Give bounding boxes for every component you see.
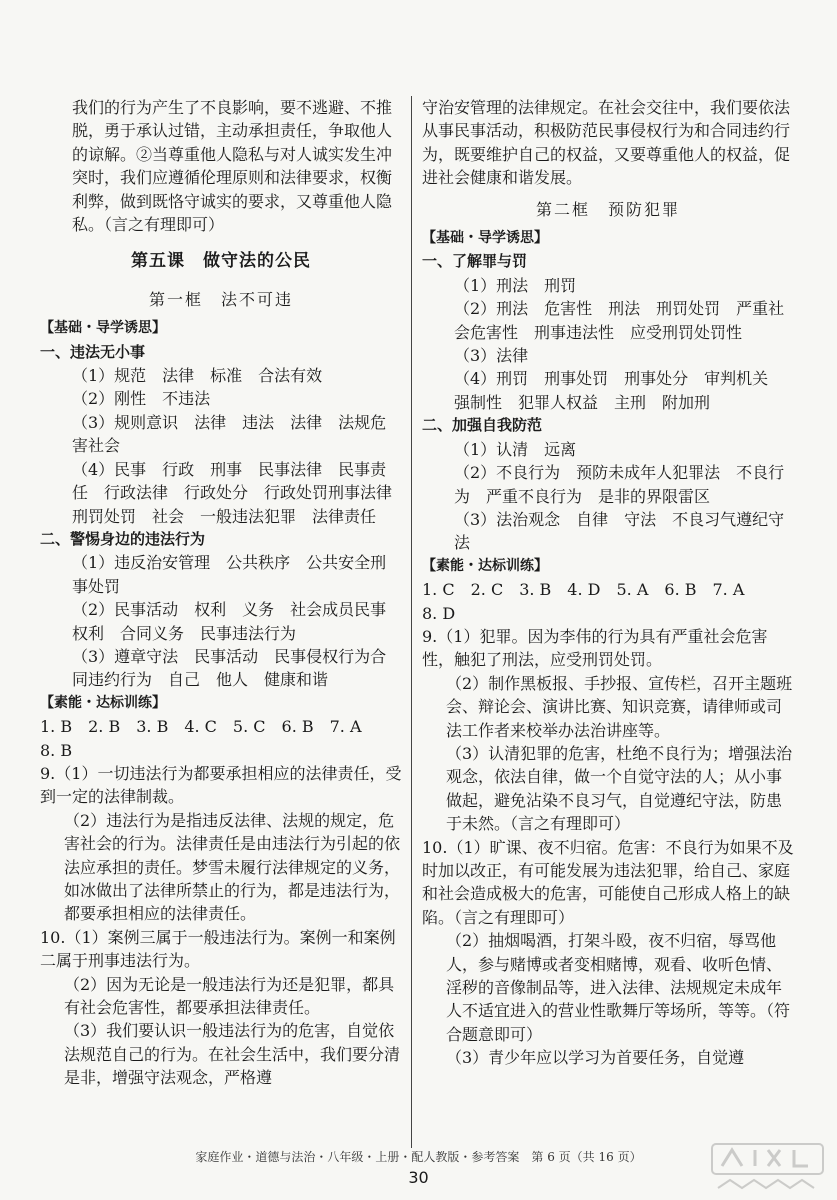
- answer-text: （1）案例三属于一般违法行为。案例一和案例二属于刑事违法行为。: [40, 927, 396, 971]
- list-item: （2）不良行为 预防未成年人犯罪法 不良行为 严重不良行为 是非的界限雷区: [454, 463, 785, 506]
- list-item: （3）遵章守法 民事活动 民事侵权行为合同违约行为 自己 他人 健康和谐: [72, 646, 387, 690]
- page-footer: 家庭作业・道德与法治・八年级・上册・配人教版・参考答案 第 6 页（共 16 页）: [195, 1150, 642, 1164]
- page-number: 30: [408, 1168, 429, 1187]
- heading-beware-illegal-acts: 二、警惕身边的违法行为: [40, 529, 206, 548]
- answer-text: （1）一切违法行为都要承担相应的法律责任，受到一定的法律制裁。: [40, 763, 402, 807]
- answer-text: （3）我们要认识一般违法行为的危害，自觉依法规范自己的行为。在社会生活中，我们要分清是非，增强守法观念，严格遵: [64, 1021, 401, 1088]
- list-item: （2）刑法 危害性 刑法 刑罚处罚 严重社会危害性 刑事违法性 应受刑罚处罚性: [454, 299, 785, 342]
- left-intro-text: 我们的行为产生了不良影响，要不逃避、不推脱，勇于承认过错，主动承担责任，争取他人的谅解。②当尊重他人隐私与对人诚实发生冲突时，我们应遵循伦理原则和法律要求，权衡利弊，做到既恪守诚实的要求，又尊重他人隐私。（言之有理即可）: [72, 98, 393, 235]
- list-item: （1）认清 远离: [454, 439, 577, 459]
- column-divider: [411, 96, 412, 1148]
- section-heading-basics: 【基础・导学诱思】: [422, 230, 548, 247]
- list-item: （2）民事活动 权利 义务 社会成员民事权利 合同义务 民事违法行为: [72, 600, 387, 643]
- list-item: （1）刑法 刑罚: [454, 275, 577, 295]
- frame-title-2: 第二框 预防犯罪: [535, 199, 680, 219]
- section-heading-basics: 【基础・导学诱思】: [40, 320, 166, 337]
- list-item: （3）规则意识 法律 违法 法律 法规危害社会: [72, 412, 387, 456]
- list-item: （3）法律: [454, 346, 529, 366]
- answer-text: （1）犯罪。因为李伟的行为具有严重社会危害性，触犯了刑法，应受刑罚处罚。: [422, 626, 768, 670]
- answer-text: （3）认清犯罪的危害，杜绝不良行为；增强法治观念，依法自律，做一个自觉守法的人；从小事做起，避免沾染不良习气，自觉遵纪守法，防患于未然。（言之有理即可）: [446, 743, 793, 834]
- mc-answers-line: 8. B: [40, 740, 73, 760]
- list-item: （2）刚性 不违法: [72, 389, 211, 409]
- section-heading-training: 【素能・达标训练】: [40, 694, 166, 711]
- mc-answers-line: 1. B 2. B 3. B 4. C 5. C 6. B 7. A: [40, 717, 362, 737]
- answer-text: （2）制作黑板报、手抄报、宣传栏，召开主题班会、辩论会、演讲比赛、知识竞赛，请律师或司法工作者来校举办法治讲座等。: [446, 673, 793, 740]
- answer-text: （2）抽烟喝酒，打架斗殴，夜不归宿，辱骂他人，参与赌博或者变相赌博，观看、收听色情、淫秽的音像制品等，进入法律、法规规定未成年人不适宜进入的营业性歌舞厅等场所，等等。（符合题意即可）: [446, 931, 791, 1044]
- mc-answers-line: 8. D: [422, 603, 456, 623]
- heading-illegal-no-small-matter: 一、违法无小事: [40, 342, 146, 361]
- list-item: （3）法治观念 自律 守法 不良习气遵纪守法: [454, 509, 785, 553]
- question-9: [422, 625, 794, 672]
- right-intro-text: 守治安管理的法律规定。在社会交往中，我们要依法从事民事活动，积极防范民事侵权行为和合同违约行为，既要维护自己的权益，又要尊重他人的权益，促进社会健康和谐发展。: [422, 98, 791, 188]
- answer-text: （3）青少年应以学习为首要任务，自觉遵: [446, 1048, 745, 1068]
- question-10: [40, 926, 402, 973]
- heading-crime-and-punishment: 一、了解罪与罚: [422, 252, 528, 271]
- section-heading-training: 【素能・达标训练】: [422, 557, 548, 574]
- question-number: 9.: [40, 763, 56, 783]
- list-item: （4）刑罚 刑事处罚 刑事处分 审判机关 强制性 犯罪人权益 主刑 附加刑: [454, 369, 785, 412]
- answer-text: （2）违法行为是指违反法律、法规的规定，危害社会的行为。法律责任是由违法行为引起的依法应承担的责任。梦雪未履行法律规定的义务，如冰做出了法律所禁止的行为，都是违法行为，都要承担相应的法律责任。: [64, 810, 401, 924]
- watermark-logo: [710, 1140, 825, 1195]
- list-item: （1）违反治安管理 公共秩序 公共安全刑事处罚: [72, 553, 387, 596]
- question-9: [40, 762, 402, 809]
- mc-answers-line: 1. C 2. C 3. B 4. D 5. A 6. B 7. A: [422, 580, 745, 600]
- question-number: 10.: [422, 837, 448, 857]
- list-item: （1）规范 法律 标准 合法有效: [72, 366, 323, 386]
- question-10: [422, 836, 794, 930]
- left-column: [40, 96, 409, 1090]
- frame-title-1: 第一框 法不可违: [148, 289, 293, 309]
- right-column: [422, 96, 794, 1070]
- answer-text: （2）因为无论是一般违法行为还是犯罪，都具有社会危害性，都要承担法律责任。: [64, 974, 395, 1018]
- list-item: （4）民事 行政 刑事 民事法律 民事责任 行政法律 行政处分 行政处罚刑事法律 刑罚处罚 社会 一般违法犯罪 法律责任: [72, 459, 409, 526]
- lesson-title: 第五课 做守法的公民: [131, 251, 311, 272]
- heading-self-protection: 二、加强自我防范: [422, 416, 543, 435]
- question-number: 10.: [40, 927, 66, 947]
- answer-text: （1）旷课、夜不归宿。危害：不良行为如果不及时加以改正，有可能发展为违法犯罪，给自己、家庭和社会造成极大的危害，可能使自己形成人格上的缺陷。（言之有理即可）: [422, 837, 794, 927]
- question-number: 9.: [422, 626, 438, 646]
